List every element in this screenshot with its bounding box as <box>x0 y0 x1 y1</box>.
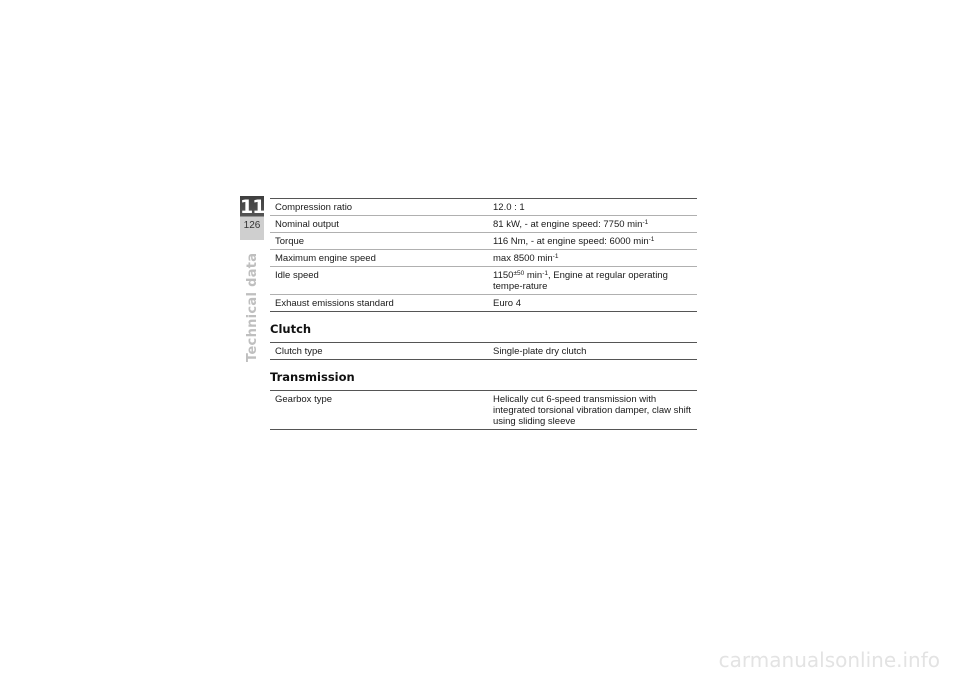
chapter-number: 11 <box>240 196 265 218</box>
spec-value-text: , Engine at regular operating tempe-rature <box>493 270 668 292</box>
chapter-title: Technical data <box>245 252 260 362</box>
table-row <box>270 216 697 233</box>
table-row <box>270 295 697 312</box>
spec-value <box>489 216 697 233</box>
page-number: 126 <box>243 220 261 231</box>
table-row <box>270 233 697 250</box>
table-row <box>270 343 697 360</box>
table-row <box>270 267 697 295</box>
spec-value-base: 1150 <box>493 270 514 281</box>
spec-value: Single-plate dry clutch <box>489 343 697 360</box>
spec-value: Helically cut 6-speed transmission with integrated torsional vibration damper, claw shift using sliding sleeve <box>489 391 697 430</box>
section-heading-clutch: Clutch <box>270 322 312 336</box>
technical-data-content <box>270 198 697 430</box>
spec-value-exponent: -1 <box>648 236 655 243</box>
spec-value-tolerance: ±50 <box>513 270 525 277</box>
spec-label: Idle speed <box>270 267 489 295</box>
spec-label: Gearbox type <box>270 391 489 430</box>
spec-label: Clutch type <box>270 343 489 360</box>
spec-value-exponent: -1 <box>642 219 649 226</box>
spec-value-text: max 8500 min <box>493 253 553 264</box>
spec-label: Exhaust emissions standard <box>270 295 489 312</box>
section-heading-transmission: Transmission <box>270 370 355 384</box>
spec-value <box>489 233 697 250</box>
spec-value: Euro 4 <box>489 295 697 312</box>
spec-label: Maximum engine speed <box>270 250 489 267</box>
spec-label: Nominal output <box>270 216 489 233</box>
spec-value-unit: min <box>524 270 543 281</box>
spec-value-text: 116 Nm, - at engine speed: 6000 min <box>493 236 649 247</box>
spec-value <box>489 250 697 267</box>
spec-label: Torque <box>270 233 489 250</box>
table-row <box>270 391 697 430</box>
spec-value-exponent: -1 <box>552 253 559 260</box>
engine-table <box>270 198 697 312</box>
spec-label: Compression ratio <box>270 199 489 216</box>
watermark: carmanualsonline.info <box>718 648 940 672</box>
table-row <box>270 250 697 267</box>
clutch-table <box>270 342 697 360</box>
spec-value-text: 81 kW, - at engine speed: 7750 min <box>493 219 643 230</box>
table-row <box>270 199 697 216</box>
spec-value-exponent: -1 <box>542 270 548 277</box>
spec-value <box>489 267 697 295</box>
transmission-table <box>270 390 697 430</box>
spec-value: 12.0 : 1 <box>489 199 697 216</box>
chapter-tab <box>240 196 264 240</box>
